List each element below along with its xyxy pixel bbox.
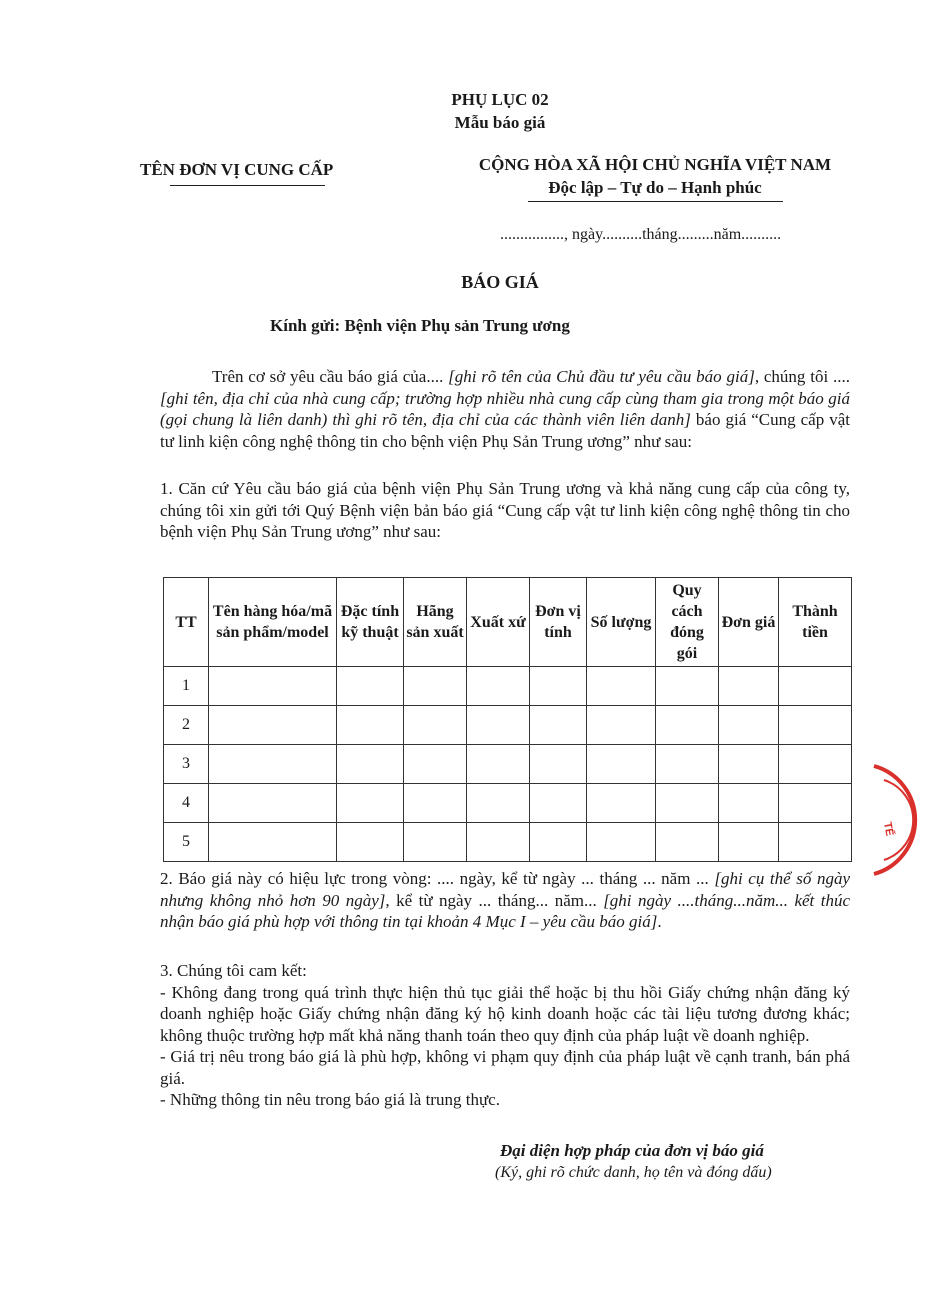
table-row bbox=[164, 706, 852, 745]
col-header-unit-price: Đơn giá bbox=[719, 578, 779, 667]
supplier-name: TÊN ĐƠN VỊ CUNG CẤP bbox=[140, 160, 334, 179]
stamp-text: TẾ bbox=[881, 821, 896, 838]
table-row bbox=[164, 667, 852, 706]
intro-placeholder-supplier: [ghi tên, địa chỉ của nhà cung cấp; trường hợp nhiều nhà cung cấp cùng tham gia trong một báo giá (gọi chung là liên danh) thì ghi rõ tên, địa chỉ của các thành viên liên danh] bbox=[160, 388, 850, 429]
addressee: Kính gửi: Bệnh viện Phụ sản Trung ương bbox=[270, 316, 570, 335]
intro-text-3: báo giá “Cung cấp vật tư linh kiện công nghệ thông tin cho bệnh viện Phụ Sản Trung ương” như sau: bbox=[160, 410, 850, 451]
intro-placeholder-investor: [ghi rõ tên của Chủ đầu tư yêu cầu báo giá] bbox=[448, 367, 755, 386]
col-header-packaging: Quy cách đóng gói bbox=[656, 578, 719, 667]
col-header-specs: Đặc tính kỹ thuật bbox=[337, 578, 404, 667]
item-2-text-1: 2. Báo giá này có hiệu lực trong vòng: .... ngày, kể từ ngày ... tháng ... năm ... bbox=[160, 869, 715, 888]
annex-subtitle: Mẫu báo giá bbox=[454, 113, 546, 132]
commitment-2: - Giá trị nêu trong báo giá là phù hợp, không vi phạm quy định của pháp luật về cạnh tranh, bán phá giá. bbox=[160, 1047, 850, 1088]
item-3-heading: 3. Chúng tôi cam kết: bbox=[160, 961, 307, 980]
col-header-origin: Xuất xứ bbox=[467, 578, 530, 667]
commitment-3: - Những thông tin nêu trong báo giá là trung thực. bbox=[160, 1090, 500, 1109]
row-number: 3 bbox=[164, 745, 209, 784]
quote-table bbox=[163, 577, 852, 862]
row-number: 2 bbox=[164, 706, 209, 745]
item-3-block bbox=[160, 960, 850, 1111]
annex-title: PHỤ LỤC 02 bbox=[451, 90, 549, 109]
col-header-tt: TT bbox=[164, 578, 209, 667]
table-row bbox=[164, 745, 852, 784]
intro-text-2: , chúng tôi .... bbox=[754, 367, 850, 386]
col-header-product: Tên hàng hóa/mã sản phẩm/model bbox=[209, 578, 337, 667]
item-2-placeholder-date: [ghi ngày ....tháng...năm... kết thúc nhận báo giá phù hợp với thông tin tại khoản 4 Mục I – yêu cầu báo giá] bbox=[160, 890, 851, 931]
signature-note: (Ký, ghi rõ chức danh, họ tên và đóng dấu) bbox=[495, 1164, 772, 1181]
table-row bbox=[164, 784, 852, 823]
commitment-1: - Không đang trong quá trình thực hiện thủ tục giải thể hoặc bị thu hồi Giấy chứng nhận đăng ký doanh nghiệp hoặc Giấy chứng nhận đăng ký hộ kinh doanh hoặc các tài liệu tương đương khác; không thuộc trường hợp mất khả năng thanh toán theo quy định của pháp luật về doanh nghiệp. bbox=[160, 982, 850, 1045]
item-1-paragraph: 1. Căn cứ Yêu cầu báo giá của bệnh viện Phụ Sản Trung ương và khả năng cung cấp của công ty, chúng tôi xin gửi tới Quý Bệnh viện bản báo giá “Cung cấp vật tư linh kiện công nghệ thông tin cho bệnh viện Phụ Sản Trung ương” như sau: bbox=[160, 479, 850, 541]
stamp-fragment bbox=[860, 760, 930, 885]
item-2-placeholder-days: [ghi cụ thể số ngày nhưng không nhỏ hơn 90 ngày] bbox=[160, 869, 850, 910]
table-row bbox=[164, 823, 852, 862]
item-2-text-3: . bbox=[657, 912, 662, 931]
national-motto: Độc lập – Tự do – Hạnh phúc bbox=[548, 178, 762, 197]
row-number: 1 bbox=[164, 667, 209, 706]
intro-text-1: Trên cơ sở yêu cầu báo giá của.... bbox=[212, 367, 449, 386]
table-header-row bbox=[164, 578, 852, 667]
date-line: ................, ngày..........tháng.........năm.......... bbox=[500, 226, 782, 243]
item-2-text-2: , kể từ ngày ... tháng... năm... bbox=[385, 890, 604, 910]
signature-title: Đại diện hợp pháp của đơn vị báo giá bbox=[500, 1141, 764, 1160]
col-header-manufacturer: Hãng sản xuất bbox=[404, 578, 467, 667]
national-title: CỘNG HÒA XÃ HỘI CHỦ NGHĨA VIỆT NAM bbox=[478, 155, 832, 174]
intro-paragraph bbox=[160, 366, 850, 452]
col-header-total: Thành tiền bbox=[779, 578, 852, 667]
row-number: 4 bbox=[164, 784, 209, 823]
motto-underline bbox=[528, 201, 783, 202]
document-title: BÁO GIÁ bbox=[461, 272, 539, 292]
supplier-underline bbox=[170, 185, 325, 186]
col-header-quantity: Số lượng bbox=[587, 578, 656, 667]
col-header-unit: Đơn vị tính bbox=[530, 578, 587, 667]
item-2-paragraph bbox=[160, 868, 850, 933]
row-number: 5 bbox=[164, 823, 209, 862]
